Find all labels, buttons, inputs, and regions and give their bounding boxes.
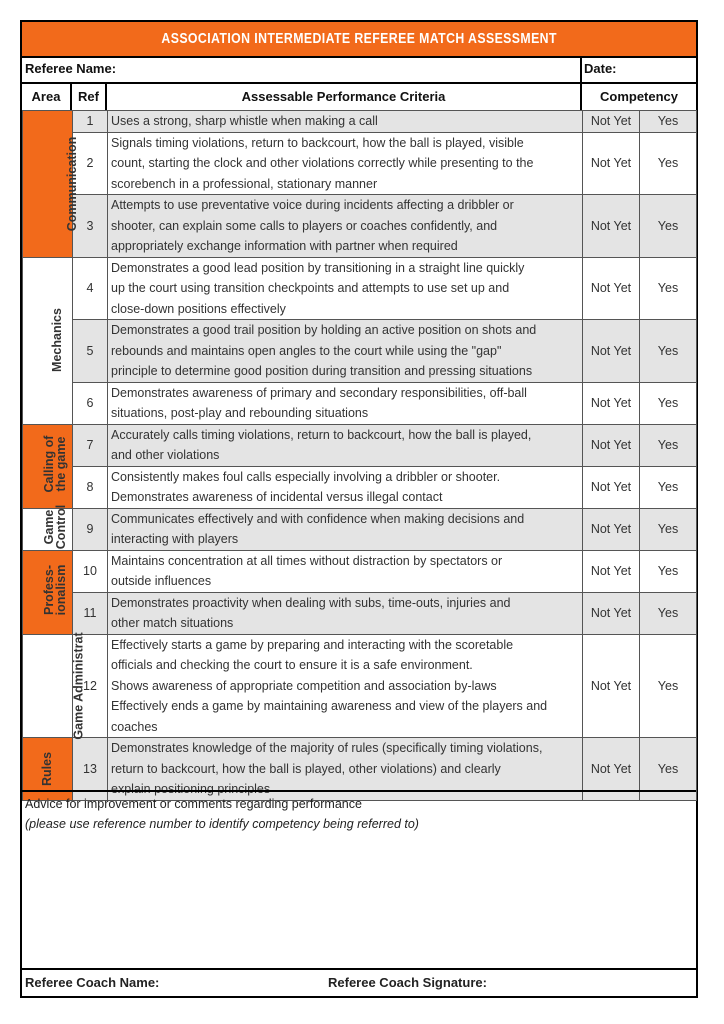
yes-option[interactable]: Yes [640,257,697,320]
criteria-text [108,424,583,466]
criteria-line: Consistently makes foul calls especially involving a dribbler or shooter. [111,469,501,484]
not-yet-option[interactable]: Not Yet [583,111,640,133]
not-yet-option[interactable]: Not Yet [583,508,640,550]
criteria-row [23,257,697,320]
criteria-line: Accurately calls timing violations, return to backcourt, how the ball is played, [111,427,532,442]
ref-number: 5 [73,320,108,383]
referee-coach-signature-label: Referee Coach Signature: [328,975,487,990]
ref-number: 13 [73,738,108,801]
area-label: Communication [65,136,80,231]
criteria-line: other match situations [111,616,234,630]
criteria-line: Demonstrates awareness of incidental versus illegal contact [111,490,443,504]
yes-option[interactable]: Yes [640,550,697,592]
criteria-row [23,508,697,550]
referee-name-row [22,56,696,84]
yes-option[interactable]: Yes [640,634,697,738]
criteria-text [108,320,583,383]
criteria-line: count, starting the clock and other violations correctly while presenting to the [111,156,534,170]
criteria-line: explain positioning principles [111,782,271,796]
not-yet-option[interactable]: Not Yet [583,738,640,801]
not-yet-option[interactable]: Not Yet [583,132,640,195]
criteria-row [23,382,697,424]
criteria-text [108,634,583,738]
criteria-line: shooter, can explain some calls to players or coaches confidently, and [111,218,498,233]
criteria-line: appropriately exchange information with partner when required [111,239,458,253]
criteria-line: Attempts to use preventative voice during incidents affecting a dribbler or [111,198,514,212]
ref-number: 10 [73,550,108,592]
not-yet-option[interactable]: Not Yet [583,195,640,258]
criteria-row [23,550,697,592]
criteria-line: and other violations [111,448,220,462]
yes-option[interactable]: Yes [640,132,697,195]
ref-number: 7 [73,424,108,466]
area-label: Rules [40,751,55,786]
criteria-text [108,132,583,195]
area-label: Game Control [42,504,68,549]
area-label: Profess-ionalism [42,564,68,616]
yes-option[interactable]: Yes [640,592,697,634]
ref-number: 1 [73,111,108,133]
date-field[interactable] [582,56,696,82]
referee-coach-name-label: Referee Coach Name: [25,975,160,990]
area-label-cell [23,257,73,424]
header-competency: Competency [599,89,679,104]
form-title-text: ASSOCIATION INTERMEDIATE REFEREE MATCH ASSESSMENT [161,30,557,47]
criteria-line: Effectively starts a game by preparing and interacting with the scoretable [111,637,514,652]
ref-number: 4 [73,257,108,320]
not-yet-option[interactable]: Not Yet [583,424,640,466]
area-label: Mechanics [49,308,64,373]
ref-number: 12 [73,634,108,738]
referee-coach-name-field[interactable] [25,970,325,996]
ref-number: 11 [73,592,108,634]
area-label-cell [23,504,73,550]
area-label-cell [23,424,73,508]
assessment-form [20,20,698,998]
comments-instruction: (please use reference number to identify competency being referred to) [25,817,419,831]
yes-option[interactable]: Yes [640,111,697,133]
criteria-table [22,110,697,801]
criteria-text [108,508,583,550]
criteria-line: return to backcourt, how the ball is played, other violations) and clearly [111,761,501,776]
criteria-line: up the court using transition checkpoints and attempts to use set up and [111,281,510,295]
criteria-text [108,382,583,424]
yes-option[interactable]: Yes [640,508,697,550]
criteria-line: interacting with players [111,532,239,546]
header-ref: Ref [72,84,107,110]
date-label: Date: [584,61,617,76]
criteria-line: situations, post-play and rebounding situations [111,406,369,420]
yes-option[interactable]: Yes [640,424,697,466]
criteria-line: outside influences [111,574,212,588]
area-label-cell [23,631,86,740]
yes-option[interactable]: Yes [640,320,697,383]
criteria-row [23,320,697,383]
yes-option[interactable]: Yes [640,466,697,508]
header-criteria: Assessable Performance Criteria [107,84,582,110]
criteria-text [108,195,583,258]
comments-section[interactable] [22,790,696,968]
criteria-text [108,466,583,508]
ref-number: 2 [73,132,108,195]
criteria-row [23,634,697,738]
criteria-line: Demonstrates knowledge of the majority of rules (specifically timing violations, [111,741,543,755]
referee-name-label: Referee Name: [25,61,117,76]
ref-number: 6 [73,382,108,424]
ref-number: 3 [73,195,108,258]
criteria-line: principle to determine good position during transition and pressing situations [111,364,533,378]
criteria-text [108,257,583,320]
table-header-row [22,84,696,112]
criteria-row [23,466,697,508]
not-yet-option[interactable]: Not Yet [583,466,640,508]
area-label-cell [23,111,80,258]
comments-prompt: Advice for improvement or comments regarding performance [25,797,362,811]
criteria-text [108,592,583,634]
criteria-line: close-down positions effectively [111,301,286,316]
criteria-row [23,195,697,258]
criteria-line: Uses a strong, sharp whistle when making a call [111,114,378,128]
yes-option[interactable]: Yes [640,382,697,424]
criteria-row [23,111,697,133]
criteria-row [23,592,697,634]
criteria-text [108,550,583,592]
yes-option[interactable]: Yes [640,195,697,258]
criteria-line: Demonstrates a good lead position by transitioning in a straight line quickly [111,260,525,275]
criteria-line: scorebench in a professional, stationary manner [111,176,378,191]
not-yet-option[interactable]: Not Yet [583,382,640,424]
not-yet-option[interactable]: Not Yet [583,634,640,738]
referee-coach-signature-field[interactable] [328,970,688,996]
criteria-row [23,424,697,466]
criteria-line: Effectively ends a game by maintaining awareness and view of the players and [111,699,548,713]
area-label: Calling of the game [42,435,68,493]
not-yet-option[interactable]: Not Yet [583,592,640,634]
area-label-cell [23,550,73,634]
not-yet-option[interactable]: Not Yet [583,550,640,592]
criteria-line: Signals timing violations, return to backcourt, how the ball is played, visible [111,135,524,150]
criteria-text [108,111,583,133]
ref-number: 9 [73,508,108,550]
criteria-line: Demonstrates proactivity when dealing with subs, time-outs, injuries and [111,595,511,610]
criteria-line: Shows awareness of appropriate competition and association by-laws [111,678,497,693]
criteria-line: Maintains concentration at all times without distraction by spectators or [111,553,503,568]
criteria-line: Demonstrates a good trail position by holding an active position on shots and [111,323,537,337]
form-title [22,22,696,58]
area-label: Game Administrat [71,631,86,740]
criteria-line: coaches [111,719,158,734]
criteria-line: officials and checking the court to ensure it is a safe environment. [111,658,473,672]
criteria-line: Demonstrates awareness of primary and secondary responsibilities, off-ball [111,385,527,400]
criteria-line: Communicates effectively and with confidence when making decisions and [111,511,525,526]
yes-option[interactable]: Yes [640,738,697,801]
not-yet-option[interactable]: Not Yet [583,320,640,383]
footer-row [22,968,696,996]
referee-name-field[interactable] [22,56,582,82]
header-area: Area [22,84,72,110]
criteria-line: rebounds and maintains open angles to the court while using the "gap" [111,343,502,358]
ref-number: 8 [73,466,108,508]
criteria-row [23,132,697,195]
not-yet-option[interactable]: Not Yet [583,257,640,320]
